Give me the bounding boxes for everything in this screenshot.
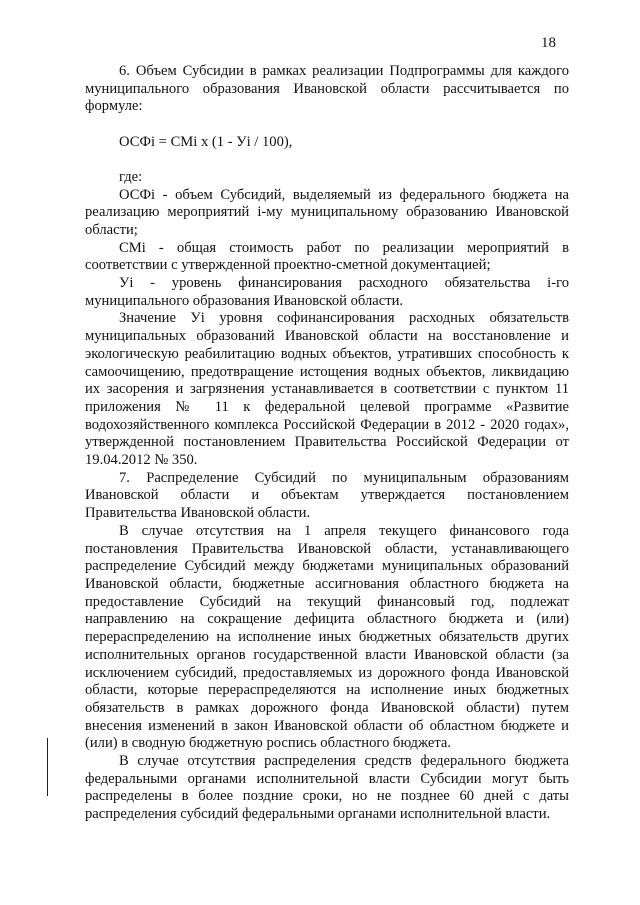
margin-line-mark [47, 738, 48, 796]
definition-smi: СМi - общая стоимость работ по реализации мероприятий в соответствии с утвержденной проектно-сметной документацией; [85, 239, 569, 274]
definition-ui: Уi - уровень финансирования расходного обязательства i-го муниципального образования Ивановской области. [85, 275, 569, 309]
formula: ОСФi = СМi х (1 - Уi / 100), [119, 134, 293, 151]
paragraph-7-distribution: 7. Распределение Субсидий по муниципальным образованиям Ивановской области и объектам утверждается постановлением Правительства Ивановской области. [85, 469, 569, 522]
paragraph-cofinancing-level: Значение Уi уровня софинансирования расходных обязательств муниципальных образований Ивановской области на восстановление и экологическую реабилитацию водных объектов, утративших способность к самоочищению, предотвращение истощения водных объектов, ликвидацию их засорения и загрязнения устанавливается в соответствии с пунктом 11 приложения № 11 к федеральной целевой программе «Развитие водохозяйственного комплекса Российской Федерации в 2012 - 2020 годах», утвержденной постановлением Правительства Российской Федерации от 19.04.2012 № 350. [85, 310, 569, 469]
page-number: 18 [541, 35, 556, 51]
document-body [85, 63, 569, 824]
definition-osf: ОСФi - объем Субсидий, выделяемый из федерального бюджета на реализацию мероприятий i-му муниципальному образованию Ивановской области; [85, 186, 569, 238]
formula-where-label: где: [119, 168, 143, 185]
paragraph-6-subsidy-volume: 6. Объем Субсидии в рамках реализации Подпрограммы для каждого муниципального образования Ивановской области рассчитывается по формуле: [85, 63, 569, 115]
paragraph-absence-federal: В случае отсутствия распределения средств федерального бюджета федеральными органами исполнительной власти Субсидии могут быть распределены в более поздние сроки, но не позднее 60 дней с даты распределения субсидий федеральными органами исполнительной власти. [85, 753, 569, 823]
paragraph-absence-april: В случае отсутствия на 1 апреля текущего финансового года постановления Правительства Ивановской области, устанавливающего распределение Субсидий между бюджетами муниципальных образований Ивановской области, бюджетные ассигнования областного бюджета на предоставление Субсидий на текущий финансовый год, подлежат направлению на сокращение дефицита областного бюджета и (или) перераспределению на исполнение иных бюджетных обязательств других исполнительных органов государственной власти Ивановской области (за исключением субсидий, предоставляемых из дорожного фонда Ивановской области, которые перераспределяются на исполнение иных бюджетных обязательств в рамках дорожного фонда Ивановской области) путем внесения изменений в закон Ивановской области об областном бюджете и (или) в сводную бюджетную роспись областного бюджета. [85, 522, 569, 752]
